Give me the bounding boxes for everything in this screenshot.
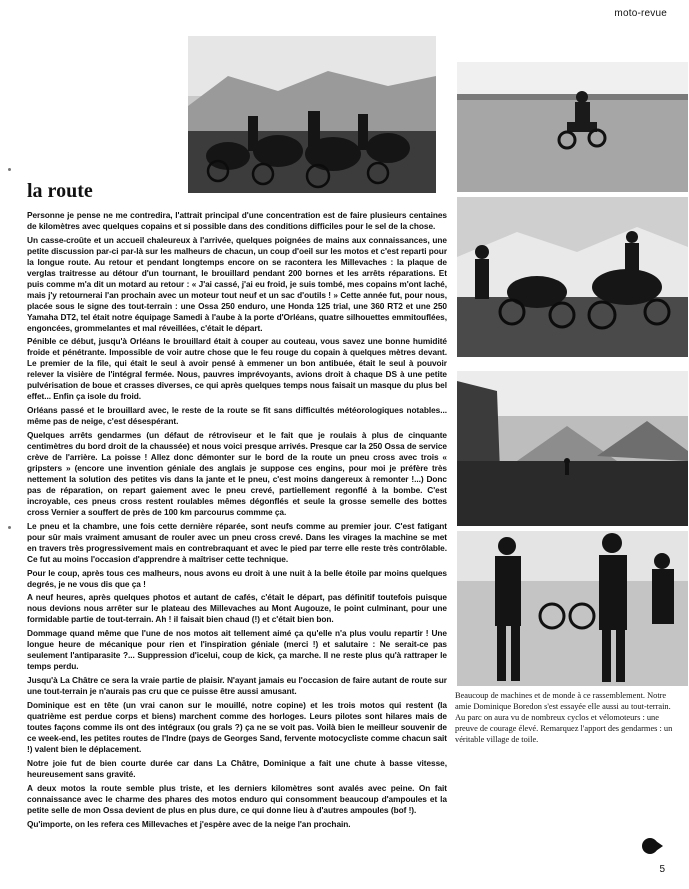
- photo-motorcycles-parked: [457, 197, 688, 357]
- article-paragraph: Jusqu'à La Châtre ce sera la vraie partie de plaisir. N'ayant jamais eu l'occasion de faire autant de route sur une tout-terrain je n'aurais pas cru que ce puisse être aussi amusant.: [27, 675, 447, 697]
- article-body: [27, 210, 447, 833]
- photo-gendarmes: [457, 531, 688, 686]
- article-paragraph: Dominique est en tête (un vrai canon sur le mouillé, notre copine) et les trois motos qui restent (la quatrième est perdue corps et biens) marchent comme des horloges. Leurs pilotes sont hilares mais de toutes façons comme ils ont des intégraux (ou grals ?) ça ne se voit pas. Voilà bien le meilleur souvenir de ce week-end, les petites routes de l'Indre (pays de Georges Sand, fervente motocycliste comme chacun sait !) valent bien le déplacement.: [27, 700, 447, 754]
- article-paragraph: Quelques arrêts gendarmes (un défaut de rétroviseur et le fait que je roulais à plus de cinquante centimètres du bord droit de la chaussée) et nous voici presque arrivés. Presque car la 250 Ossa de service crève de l'arrière. La poisse ! Allez donc démonter sur le bord de la route un pneu cross avec trois « gripsters » (encore une invention géniale des anglais je suppose ces engins, pour moi je préfère très nettement la solution des petites vis dans la jante et le pneu, c'est moins dangereux à remonter !...) Donc pas de réparation, on repart gaiement avec le pneu crevé, partiellement regonflé à la bombe. C'est incroyable, ces pneus cross restent roulables mêmes dégonflés et seule la grosse semelle des bottes cross Vernier a souffert de près de 100 km parcourus commme ça.: [27, 430, 447, 517]
- photo-campsite-motorcycles: [188, 36, 436, 193]
- article-paragraph: Un casse-croûte et un accueil chaleureux à l'arrivée, quelques poignées de mains aux connaissances, une petite discussion par-ci par-là sur les malheurs de chacun, un coup d'oeil sur les motos et c'est reparti pour la longue route. Au retour et pendant longtemps encore on se racontera les Millevaches : la plaque de verglas traitresse au détour d'un tournant, le brouillard pendant 200 bornes et les arrêts réparations. Et puis comme m'a dit un motard au retour : « J'ai cassé, j'ai eu froid, je suis tombé, mes copains m'ont laché, mais j'y retournerai l'an prochain avec un moteur tout neuf et un sac d'outils ! » Cette année fut, pour nous, placée sous le signe des tout-terrain : une Ossa 250 enduro, une Honda 125 trial, une 360 RT2 et une 250 Yamaha DT2, tel était notre équipage Samedi à l'aube à la porte d'Orléans, quatre silhouettes emmitouflées, engoncées, grommelantes et mal réveillées, c'était le départ.: [27, 234, 447, 333]
- article-paragraph: Personne je pense ne me contredira, l'attrait principal d'une concentration est de faire plusieurs centaines de kilomètres avec quelques copains et si possible dans des conditions difficiles pour le sel de la chose.: [27, 210, 447, 231]
- margin-mark: [8, 526, 11, 529]
- article-paragraph: Qu'importe, on les refera ces Millevaches et j'espère avec de la neige l'an prochain.: [27, 818, 351, 829]
- article-paragraph: Le pneu et la chambre, une fois cette dernière réparée, sont neufs comme au premier jour. C'est fatigant pour sûr mais vraiment amusant de rouler avec un pneu cross crevé. Dans les virages la machine se met en travers très progressivement mais en contrebraquant et avec le pied par terre elle reste très contrôlable. Ce fut au moins l'occasion d'apprendre à maîtriser cette technique.: [27, 520, 447, 564]
- article-paragraph: Notre joie fut de bien courte durée car dans La Châtre, Dominique a fait une chute à basse vitesse, heureusement sans gravité.: [27, 757, 447, 779]
- article-paragraph: A deux motos la route semble plus triste, et les derniers kilomètres sont avalés avec peine. On fait connaissance avec le charme des phares des motos enduro qui consomment beaucoup d'ampoules et la petite selle de mon Ossa devient de plus en plus dure, ce qui donne lieu à d'autres ampoules (bof !).: [27, 782, 447, 815]
- article-title: la route: [27, 180, 93, 202]
- article-paragraph: Pénible ce début, jusqu'à Orléans le brouillard était à couper au couteau, vous savez une bonne humidité froide et pénétrante. Impossible de voir autre chose que le feu rouge du copain à quelques mètres devant. Le premier de la file, qui était le seul à avoir pensé à emmener un bon antibuée, était le seul à pouvoir relever la visière de l'intégral fermée. Nous, pauvres imprévoyants, avions droit à chaque DS à une petite pulvérisation de boue et crasses diverses, ce qui après quelques temps nous faisait un masque du plus bel effet... Enfin ça isole du froid.: [27, 336, 447, 402]
- page-number: 5: [659, 864, 665, 875]
- article-paragraph: Dommage quand même que l'une de nos motos ait tellement aimé ça qu'elle n'a plus voulu repartir ! Une longue heure de mécanique pour rien et l'inspiration géniale (merci !) et salutaire : Ne serait-ce pas seulement l'antiparasite ?... Suppression d'icelui, coup de kick, ça marche. Il ne reste plus qu'à rattraper le temps perdu.: [27, 628, 447, 672]
- margin-mark: [8, 168, 11, 171]
- article-paragraph: Orléans passé et le brouillard avec, le reste de la route se fit sans difficultés météorologiques notables... même pas de neige, c'est désespérant.: [27, 405, 447, 427]
- article-paragraph: A neuf heures, après quelques photos et autant de cafés, c'était le départ, pas définitif toutefois puisque nous devions nous arrêter sur le plateau des Millevaches au Mont Augouze, le point culminant, pour une formidable partie de tout-terrain. Ah ! il faisait bien chaud (!) et c'était bien bon.: [27, 592, 447, 625]
- magazine-name: moto-revue: [614, 8, 667, 19]
- article-paragraph: Pour le coup, après tous ces malheurs, nous avons eu droit à une nuit à la belle étoile par moins quelques degrés, je ne vous dis que ça !: [27, 567, 447, 589]
- photo-caption: Beaucoup de machines et de monde à ce rassemblement. Notre amie Dominique Boredon s'est essayée elle aussi au tout-terrain. Au parc on aura vu de nombreux cyclos et vélomoteurs : une preuve de courage élevé. Remarquez l'apport des gendarmes : un véritable village de toile.: [455, 691, 673, 744]
- photo-rider-field: [457, 62, 688, 192]
- arrow-right-icon: [641, 837, 663, 855]
- photo-tents: [457, 371, 688, 526]
